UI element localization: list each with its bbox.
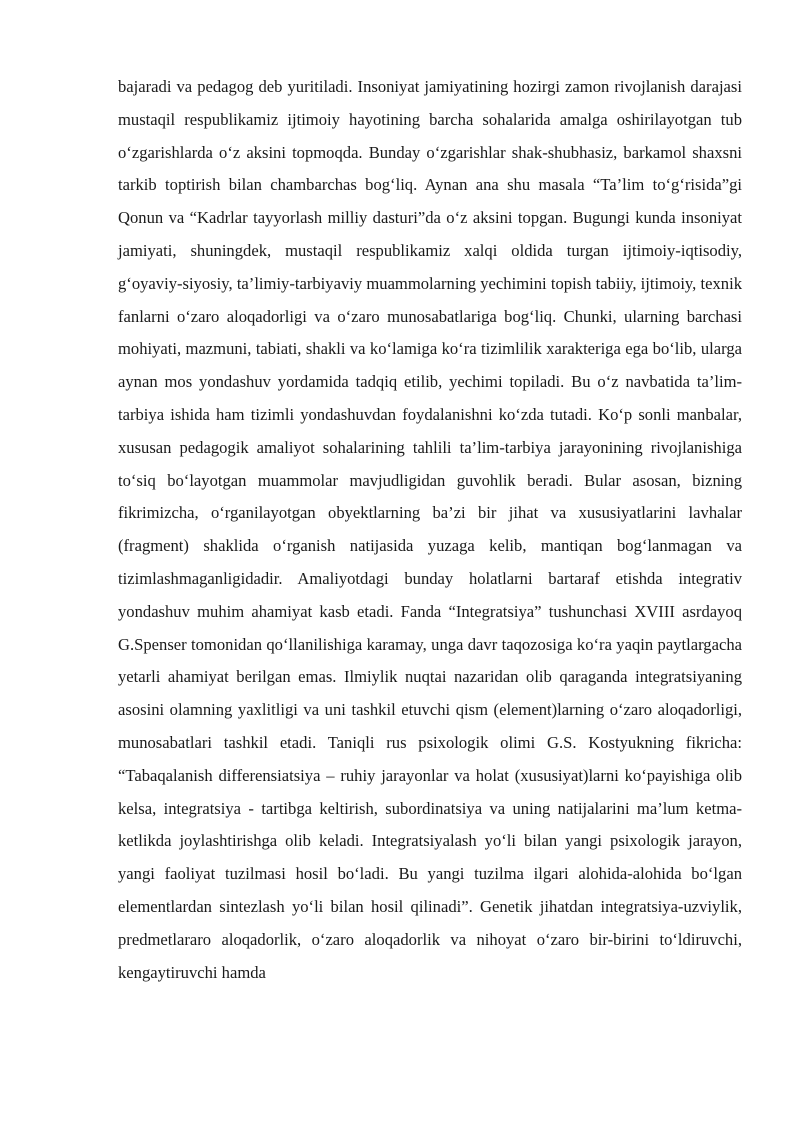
body-paragraph: bajaradi va pedagog deb yuritiladi. Insoniyat jamiyatining hozirgi zamon rivojlanish darajasi mustaqil respublikamiz ijtimoiy hayotining barcha sohalarida amalga oshirilayotgan tub o‘zgarishlarda o‘z aksini topmoqda. Bunday o‘zgarishlar shak-shubhasiz, barkamol shaxsni tarkib toptirish bilan chambarchas bog‘liq. Aynan ana shu masala “Ta’lim to‘g‘risida”gi Qonun va “Kadrlar tayyorlash milliy dasturi”da o‘z aksini topgan. Bugungi kunda insoniyat jamiyati, shuningdek, mustaqil respublikamiz xalqi oldida turgan ijtimoiy-iqtisodiy, g‘oyaviy-siyosiy, ta’limiy-tarbiyaviy muammolarning yechimini topish tabiiy, ijtimoiy, texnik fanlarni o‘zaro aloqadorligi va o‘zaro munosabatlariga bog‘liq. Chunki, ularning barchasi mohiyati, mazmuni, tabiati, shakli va ko‘lamiga ko‘ra tizimlilik xarakteriga ega bo‘lib, ularga aynan mos yondashuv yordamida tadqiq etilib, yechimi topiladi. Bu o‘z navbatida ta’lim-tarbiya ishida ham tizimli yondashuvdan foydalanishni ko‘zda tutadi. Ko‘p sonli manbalar, xususan pedagogik amaliyot sohalarining tahlili ta’lim-tarbiya jarayonining rivojlanishiga to‘siq bo‘layotgan muammolar mavjudligidan guvohlik beradi. Bular asosan, bizning fikrimizcha, o‘rganilayotgan obyektlarning ba’zi bir jihat va xususiyatlarini lavhalar (fragment) shaklida o‘rganish natijasida yuzaga kelib, mantiqan bog‘lanmagan va tizimlashmaganligidadir. Amaliyotdagi bunday holatlarni bartaraf etishda integrativ yondashuv muhim ahamiyat kasb etadi. Fanda “Integratsiya” tushunchasi XVIII asrdayoq G.Spenser tomonidan qo‘llanilishiga karamay, unga davr taqozosiga ko‘ra yaqin paytlargacha yetarli ahamiyat berilgan emas. Ilmiylik nuqtai nazaridan olib qaraganda integratsiyaning asosini olamning yaxlitligi va uni tashkil etuvchi qism (element)larning o‘zaro aloqadorligi, munosabatlari tashkil etadi. Taniqli rus psixologik olimi G.S. Kostyukning fikricha: “Tabaqalanish differensiatsiya – ruhiy jarayonlar va holat (xususiyat)larni ko‘payishiga olib kelsa, integratsiya - tartibga keltirish, subordinatsiya va uning natijalarini ma’lum ketma-ketlikda joylashtirishga olib keladi. Integratsiyalash yo‘li bilan yangi psixologik jarayon, yangi faoliyat tuzilmasi hosil bo‘ladi. Bu yangi tuzilma ilgari alohida-alohida bo‘lgan elementlardan sintezlash yo‘li bilan hosil qilinadi”. Genetik jihatdan integratsiya-uzviylik, predmetlararo aloqadorlik, o‘zaro aloqadorlik va nihoyat o‘zaro bir-birini to‘ldiruvchi, kengaytiruvchi hamda <box>118 77 742 982</box>
